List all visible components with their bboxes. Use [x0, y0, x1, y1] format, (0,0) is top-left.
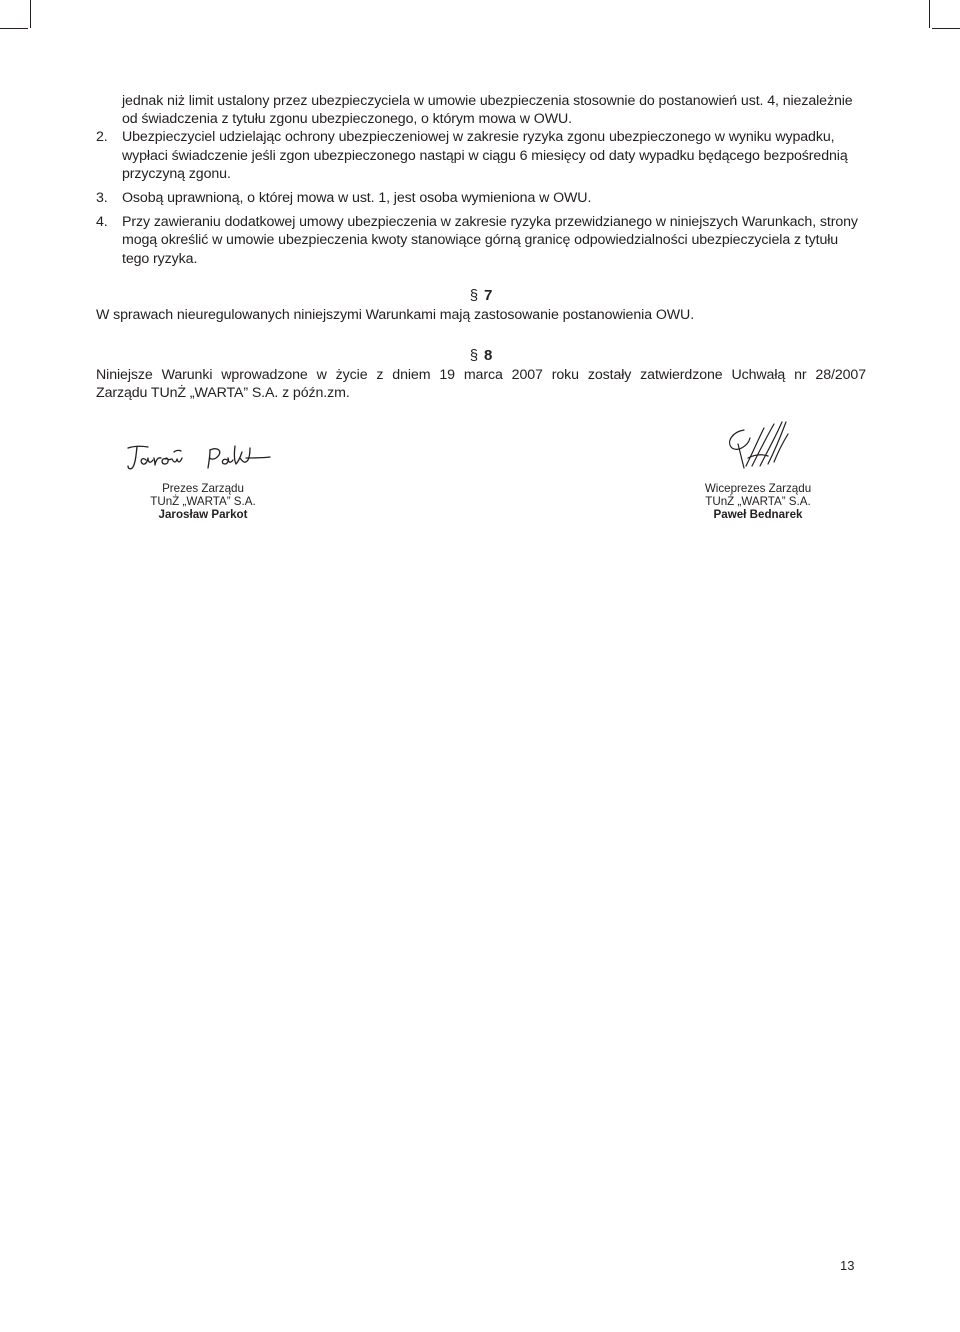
- text-line: mogą określić w umowie ubezpieczenia kwoty stanowiące górną granicę odpowiedzialności ubezpieczyciela z tytułu: [122, 232, 839, 249]
- signatory-role: Wiceprezes Zarządu: [704, 482, 812, 495]
- section-8-text: [96, 366, 866, 402]
- text-line: Ubezpieczyciel udzielając ochrony ubezpieczeniowej w zakresie ryzyka zgonu ubezpieczonego w wyniku wypadku,: [122, 129, 835, 146]
- text-line: Przy zawieraniu dodatkowej umowy ubezpieczenia w zakresie ryzyka przewidzianego w niniejszych Warunkach, strony: [122, 214, 858, 231]
- continuation-paragraph: [96, 92, 866, 128]
- text-line: wypłaci świadczenie jeśli zgon ubezpieczonego nastąpi w ciągu 6 miesięcy od daty wypadku będącego bezpośrednią: [122, 147, 848, 164]
- signatory-company: TUnŻ „WARTA” S.A.: [705, 495, 811, 508]
- signatory-name: Paweł Bednarek: [713, 508, 803, 521]
- list-number: 2.: [96, 129, 108, 146]
- list-number: 3.: [96, 190, 108, 207]
- section-number: 8: [484, 347, 493, 365]
- page-number: 13: [840, 1258, 855, 1273]
- text-line: od świadczenia z tytułu zgonu ubezpieczonego, o którym mowa w OWU.: [122, 111, 572, 128]
- paragraph-sign: §: [469, 286, 478, 304]
- signatory-company: TUnŻ „WARTA” S.A.: [150, 495, 256, 508]
- section-7-text: W sprawach nieuregulowanych niniejszymi Warunkami mają zastosowanie postanowienia OWU.: [96, 306, 695, 323]
- section-7-heading: [96, 286, 866, 306]
- document-body: [96, 92, 866, 402]
- section-number: 7: [484, 286, 493, 304]
- list-number: 4.: [96, 214, 108, 231]
- signature-pawel-bednarek: [724, 418, 794, 470]
- crop-mark-top-left-horizontal: [0, 28, 28, 29]
- list-item-3: [96, 189, 866, 207]
- text-line: Osobą uprawnioną, o której mowa w ust. 1, jest osoba wymieniona w OWU.: [122, 190, 592, 207]
- signature-block-prezes: [128, 482, 278, 521]
- text-line: Zarządu TUnŻ „WARTA” S.A. z późn.zm.: [96, 385, 350, 402]
- text-line: tego ryzyka.: [122, 250, 198, 267]
- crop-mark-top-right-horizontal: [932, 28, 960, 29]
- signatory-role: Prezes Zarządu: [162, 482, 244, 495]
- paragraph-sign: §: [469, 347, 478, 365]
- list-item-2: [96, 128, 866, 183]
- text-line: Niniejsze Warunki wprowadzone w życie z dniem 19 marca 2007 roku zostały zatwierdzone Uchwałą nr 28/2007: [96, 367, 866, 384]
- signatory-name: Jarosław Parkot: [158, 508, 248, 521]
- signature-block-wiceprezes: [683, 482, 833, 521]
- text-line: jednak niż limit ustalony przez ubezpieczyciela w umowie ubezpieczenia stosownie do postanowień ust. 4, niezależnie: [122, 93, 853, 109]
- section-8-heading: [96, 346, 866, 366]
- list-item-4: [96, 213, 866, 268]
- text-line: przyczyną zgonu.: [122, 165, 231, 182]
- crop-mark-top-left: [30, 0, 31, 28]
- signature-jaroslaw-parkot: [124, 438, 274, 474]
- crop-mark-top-right: [929, 0, 930, 28]
